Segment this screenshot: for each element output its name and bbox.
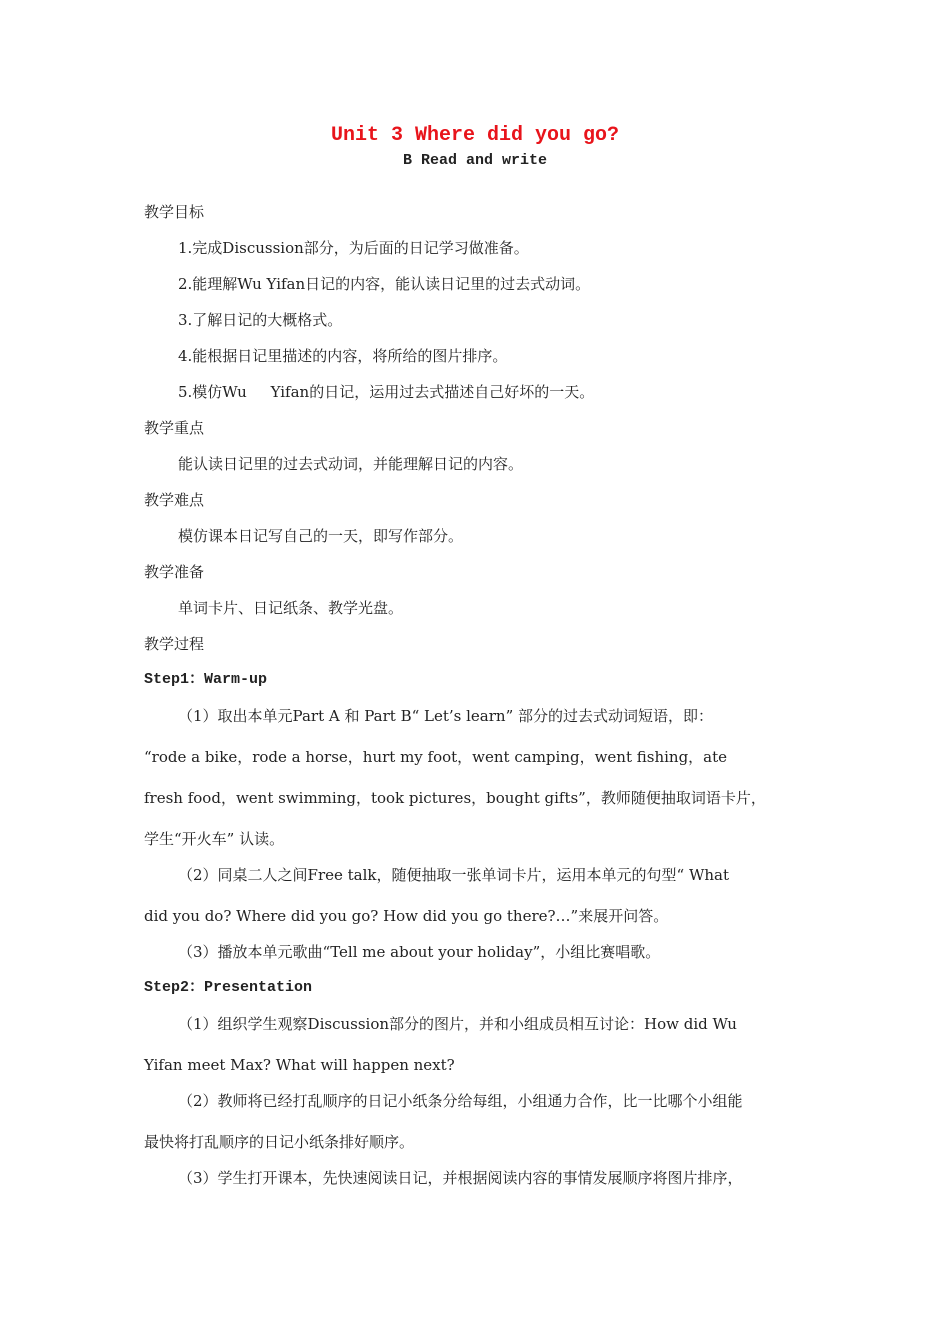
difficulties-text: 模仿课本日记写自己的一天，即写作部分。: [178, 527, 464, 545]
step2-title: Step2：Presentation: [144, 979, 313, 996]
step1-paragraph-line: （3）播放本单元歌曲“Tell me about your holiday”，小组比赛唱歌。: [178, 943, 661, 961]
step1-paragraph-line: （1）取出本单元Part A 和 Part B“ Let’s learn” 部分的过去式动词短语，即：: [178, 707, 714, 725]
step2-paragraph-line: （2）教师将已经打乱顺序的日记小纸条分给每组，小组通力合作，比一比哪个小组能: [178, 1092, 743, 1110]
step2-paragraph-line: 最快将打乱顺序的日记小纸条排好顺序。: [144, 1133, 415, 1151]
section-heading-difficulties: 教学难点: [144, 491, 205, 509]
step1-paragraph-line: （2）同桌二人之间Free talk，随便抽取一张单词卡片，运用本单元的句型“ What: [178, 866, 729, 884]
section-heading-process: 教学过程: [144, 635, 205, 653]
section-heading-key-points: 教学重点: [144, 419, 205, 437]
document-title: Unit 3 Where did you go?: [330, 124, 620, 147]
step1-paragraph-line: did you do? Where did you go? How did you go there?…”来展开问答。: [144, 907, 669, 925]
step1-paragraph-line: fresh food，went swimming，took pictures，bought gifts”，教师随便抽取词语卡片，: [144, 789, 766, 807]
objective-item: 4.能根据日记里描述的内容，将所给的图片排序。: [178, 347, 508, 365]
step1-title: Step1：Warm-up: [144, 671, 268, 688]
preparation-text: 单词卡片、日记纸条、教学光盘。: [178, 599, 404, 617]
step1-paragraph-line: “rode a bike，rode a horse，hurt my foot，went camping，went fishing，ate: [144, 748, 728, 766]
section-heading-preparation: 教学准备: [144, 563, 205, 581]
objective-item: 5.模仿Wu Yifan的日记，运用过去式描述自己好坏的一天。: [178, 383, 595, 401]
step2-paragraph-line: （1）组织学生观察Discussion部分的图片，并和小组成员相互讨论：How did Wu: [178, 1015, 737, 1033]
document-subtitle: B Read and write: [402, 152, 548, 169]
step2-paragraph-line: Yifan meet Max? What will happen next?: [144, 1056, 455, 1074]
objective-item: 3.了解日记的大概格式。: [178, 311, 343, 329]
key-points-text: 能认读日记里的过去式动词，并能理解日记的内容。: [178, 455, 524, 473]
section-heading-objectives: 教学目标: [144, 203, 205, 221]
objective-item: 2.能理解Wu Yifan日记的内容，能认读日记里的过去式动词。: [178, 275, 591, 293]
step2-paragraph-line: （3）学生打开课本，先快速阅读日记，并根据阅读内容的事情发展顺序将图片排序，: [178, 1169, 743, 1187]
step1-paragraph-line: 学生“开火车” 认读。: [144, 830, 285, 848]
objective-item: 1.完成Discussion部分，为后面的日记学习做准备。: [178, 239, 529, 257]
